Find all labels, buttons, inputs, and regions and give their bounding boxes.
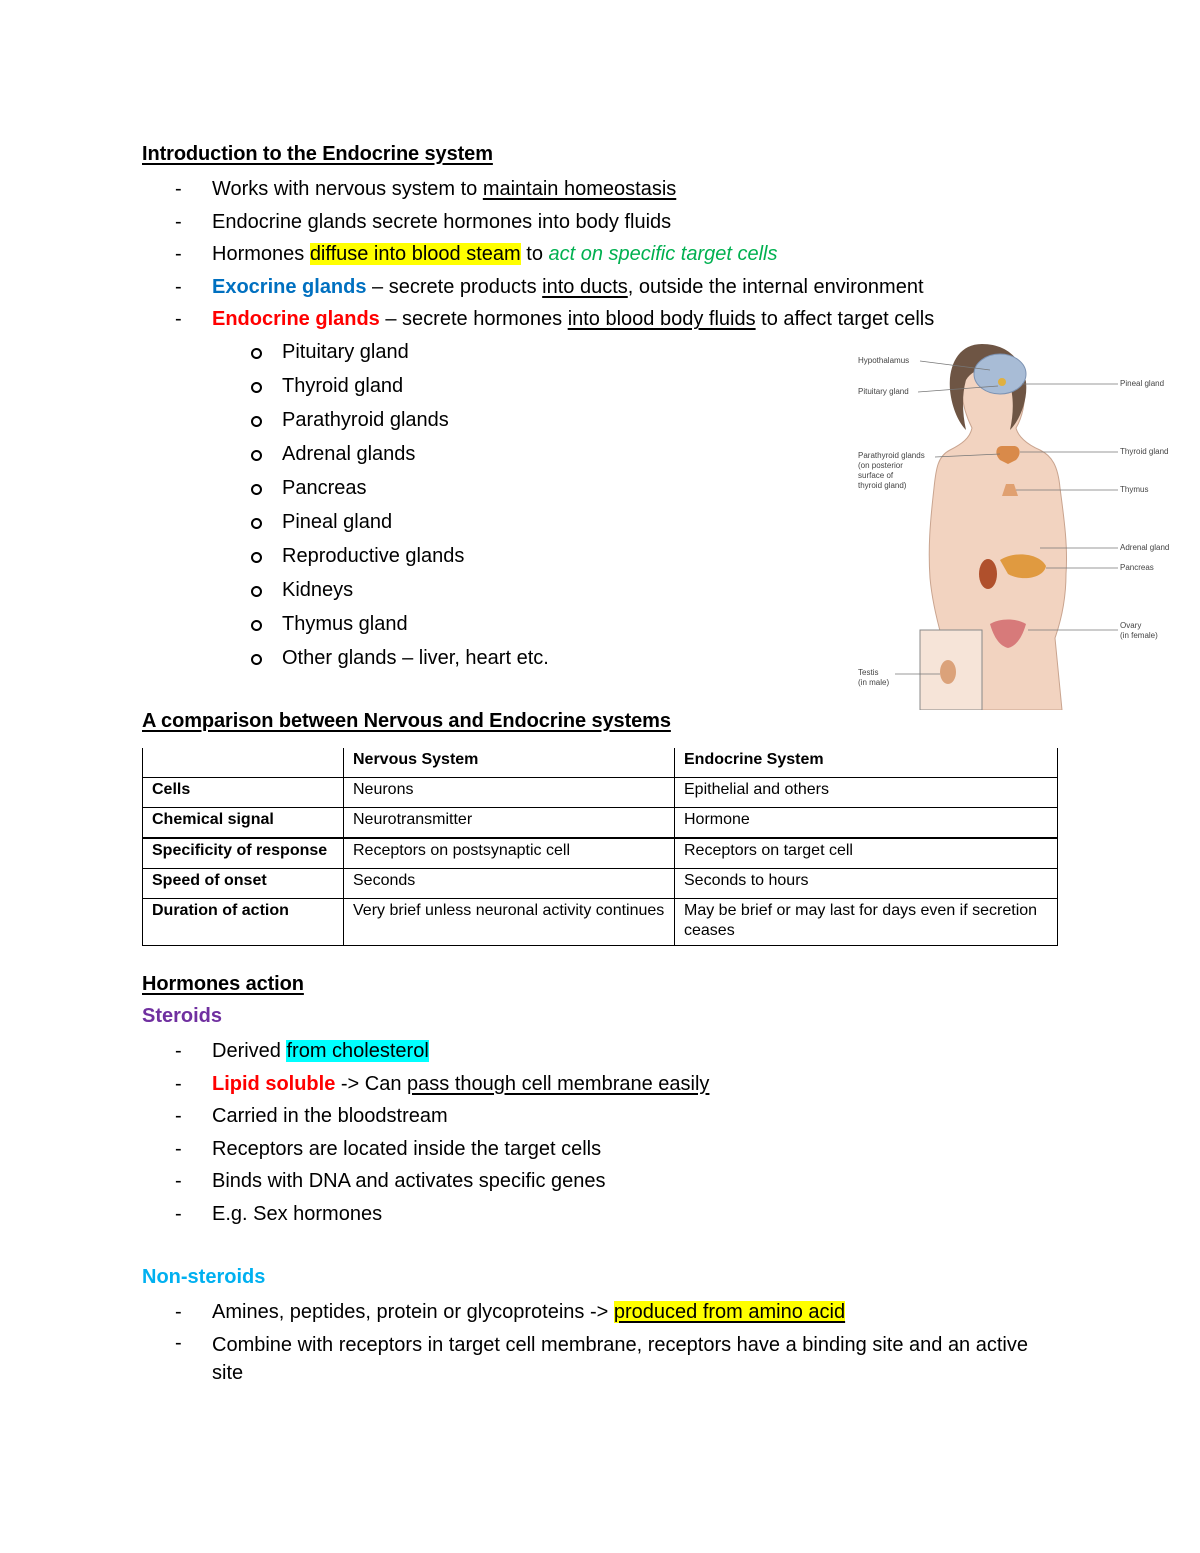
steroid-bullet-2: - Lipid soluble -> Can pass though cell membrane easily [142, 1068, 709, 1101]
steroid-bullet-3: - Carried in the bloodstream [142, 1100, 709, 1133]
comparison-heading: A comparison between Nervous and Endocrine systems [142, 710, 671, 732]
endocrine-term: Endocrine glands [212, 308, 380, 331]
steroid-bullet-4: - Receptors are located inside the target cells [142, 1133, 709, 1166]
highlight-amino-acid: produced from amino acid [613, 1301, 846, 1323]
pituitary-marker [998, 378, 1006, 386]
gland-item: Pancreas [142, 472, 549, 506]
kidney-marker [979, 559, 997, 589]
intro-bullet-4: - Exocrine glands – secrete products into ducts, outside the internal environment [142, 271, 934, 304]
steroid-bullet-1: - Derived from cholesterol [142, 1035, 709, 1068]
gland-item: Other glands – liver, heart etc. [142, 642, 549, 676]
gland-list [142, 336, 549, 676]
intro-bullet-list [142, 173, 934, 336]
label-pancreas: Pancreas [1120, 563, 1154, 572]
gland-item: Thyroid gland [142, 370, 549, 404]
table-row: Speed of onset Seconds Seconds to hours [143, 869, 1058, 899]
steroids-title: Steroids [142, 1005, 223, 1027]
label-hypothalamus: Hypothalamus [858, 356, 910, 365]
col-nervous: Nervous System [344, 748, 675, 778]
exocrine-term: Exocrine glands [212, 275, 367, 298]
svg-text:(in female): (in female) [1120, 631, 1158, 640]
nonsteroids-title: Non-steroids [142, 1266, 266, 1288]
svg-text:(in male): (in male) [858, 678, 890, 687]
steroid-bullet-6: - E.g. Sex hormones [142, 1198, 709, 1231]
table-row: Duration of action Very brief unless neuronal activity continues May be brief or may last for days even if secretion ceases [143, 899, 1058, 946]
gland-item: Pineal gland [142, 506, 549, 540]
label-parathyroid: Parathyroid glands [858, 451, 925, 460]
gland-item: Pituitary gland [142, 336, 549, 370]
testis-marker [940, 660, 956, 684]
table-header-row [143, 748, 1058, 778]
gland-item: Kidneys [142, 574, 549, 608]
gland-item: Reproductive glands [142, 540, 549, 574]
intro-bullet-1: - Works with nervous system to maintain homeostasis [142, 173, 934, 206]
svg-text:surface of: surface of [858, 471, 894, 480]
intro-bullet-5: - Endocrine glands – secrete hormones into blood body fluids to affect target cells [142, 303, 934, 336]
intro-bullet-2: - Endocrine glands secrete hormones into body fluids [142, 206, 934, 239]
table-row: Cells Neurons Epithelial and others [143, 778, 1058, 808]
gland-item: Thymus gland [142, 608, 549, 642]
brain [974, 354, 1026, 394]
highlight-cholesterol: from cholesterol [286, 1040, 429, 1062]
endocrine-anatomy-figure [850, 338, 1185, 710]
svg-text:thyroid gland): thyroid gland) [858, 481, 907, 490]
label-ovary: Ovary [1120, 621, 1142, 630]
steroid-bullet-5: - Binds with DNA and activates specific genes [142, 1165, 709, 1198]
nonsteroids-list [142, 1296, 1052, 1387]
gland-item: Parathyroid glands [142, 404, 549, 438]
svg-text:(on posterior: (on posterior [858, 461, 903, 470]
intro-heading: Introduction to the Endocrine system [142, 143, 493, 165]
table-row: Specificity of response Receptors on postsynaptic cell Receptors on target cell [143, 838, 1058, 869]
hormones-heading: Hormones action [142, 973, 304, 995]
steroids-list [142, 1035, 709, 1231]
label-thyroid: Thyroid gland [1120, 447, 1169, 456]
table-row: Chemical signal Neurotransmitter Hormone [143, 808, 1058, 839]
highlight-diffuse: diffuse into blood steam [309, 243, 521, 266]
label-thymus: Thymus [1120, 485, 1149, 494]
label-pituitary: Pituitary gland [858, 387, 909, 396]
intro-bullet-3: - Hormones diffuse into blood steam to act on specific target cells [142, 238, 934, 271]
col-endocrine: Endocrine System [675, 748, 1058, 778]
gland-item: Adrenal glands [142, 438, 549, 472]
nonsteroid-bullet-2: - Combine with receptors in target cell membrane, receptors have a binding site and an active site [142, 1329, 1052, 1387]
nonsteroid-bullet-1: - Amines, peptides, protein or glycoproteins -> produced from amino acid [142, 1296, 1052, 1329]
label-adrenal: Adrenal gland [1120, 543, 1170, 552]
label-pineal: Pineal gland [1120, 379, 1165, 388]
comparison-table [142, 748, 1058, 946]
label-testis: Testis [858, 668, 879, 677]
